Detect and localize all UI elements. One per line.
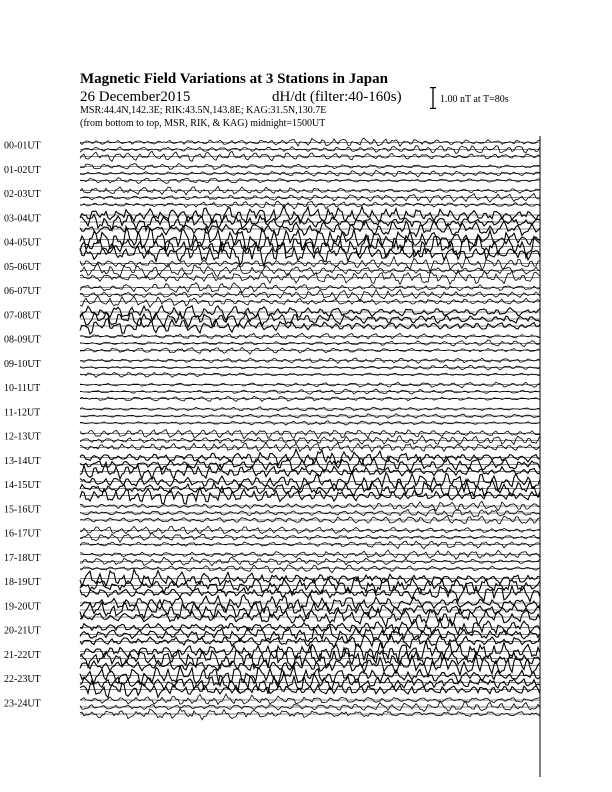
trace-msr — [80, 541, 540, 549]
hour-label: 01-02UT — [4, 164, 41, 176]
hour-label: 20-21UT — [4, 625, 41, 637]
trace-msr — [80, 270, 540, 285]
trace-kag — [80, 407, 540, 411]
trace-msr — [80, 487, 540, 505]
scale-label: 1.00 nT at T=80s — [440, 94, 509, 105]
hour-label: 23-24UT — [4, 698, 41, 710]
trace-kag — [80, 694, 540, 704]
hour-label: 08-09UT — [4, 334, 41, 346]
trace-rik — [80, 233, 540, 260]
trace-rik — [80, 701, 540, 711]
trace-kag — [80, 256, 540, 272]
hour-label: 21-22UT — [4, 649, 41, 661]
hour-label: 07-08UT — [4, 310, 41, 322]
hour-label: 10-11UT — [4, 383, 41, 395]
hour-label: 18-19UT — [4, 577, 41, 589]
trace-msr — [80, 372, 540, 377]
trace-rik — [80, 146, 540, 154]
hour-label: 04-05UT — [4, 237, 41, 249]
quantity-label: dH/dt (filter:40-160s) — [272, 89, 402, 105]
hour-label: 00-01UT — [4, 140, 41, 152]
hour-label: 22-23UT — [4, 674, 41, 686]
hour-label: 06-07UT — [4, 286, 41, 298]
date-label: 26 December2015 — [80, 89, 191, 105]
chart-title: Magnetic Field Variations at 3 Stations in Japan — [80, 71, 388, 87]
hour-label: 19-20UT — [4, 601, 41, 613]
hour-label: 09-10UT — [4, 358, 41, 370]
hour-label: 11-12UT — [4, 407, 41, 419]
hour-label: 03-04UT — [4, 213, 41, 225]
trace-kag — [80, 333, 540, 339]
waveform-traces — [80, 138, 540, 720]
hour-label: 12-13UT — [4, 431, 41, 443]
hour-label: 14-15UT — [4, 480, 41, 492]
trace-kag — [80, 306, 540, 321]
trace-kag — [80, 430, 540, 439]
hour-label: 05-06UT — [4, 261, 41, 273]
trace-rik — [80, 290, 540, 301]
hour-label: 17-18UT — [4, 552, 41, 564]
trace-kag — [80, 138, 540, 146]
trace-msr — [80, 347, 540, 354]
hour-label: 16-17UT — [4, 528, 41, 540]
trace-rik — [80, 170, 540, 177]
trace-rik — [80, 436, 540, 445]
order-note: (from bottom to top, MSR, RIK, & KAG) midnight=1500UT — [80, 118, 326, 129]
hour-labels — [4, 141, 41, 710]
hour-label: 13-14UT — [4, 455, 41, 467]
stations-info: MSR:44.4N,142.3E; RIK:43.5N,143.8E; KAG:31.5N,130.7E — [80, 105, 327, 116]
hour-label: 15-16UT — [4, 504, 41, 516]
hour-label: 02-03UT — [4, 189, 41, 201]
